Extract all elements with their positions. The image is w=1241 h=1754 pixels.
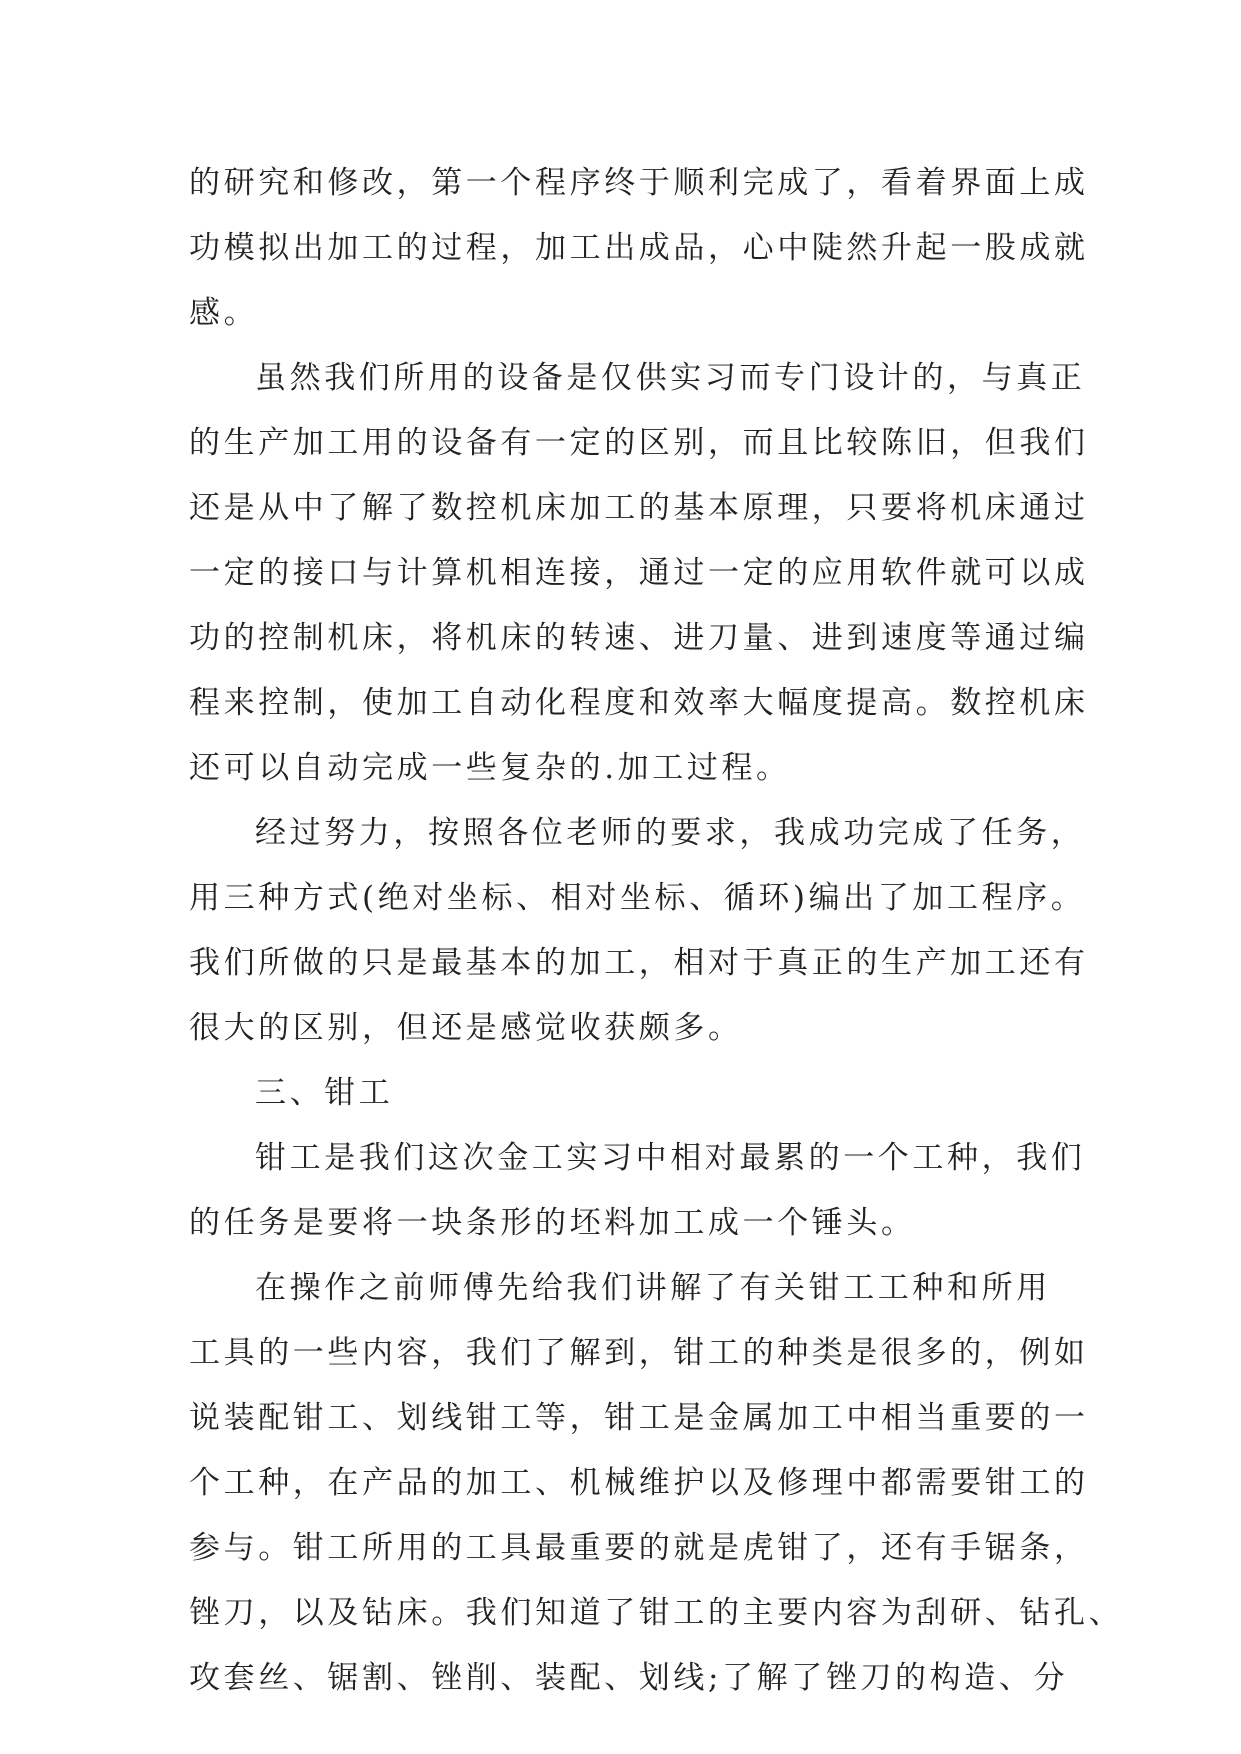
text-line: 用三种方式(绝对坐标、相对坐标、循环)编出了加工程序。 [189, 880, 1086, 916]
text-line: 的任务是要将一块条形的坯料加工成一个锤头。 [189, 1205, 916, 1241]
paragraph-start-line: 在操作之前师傅先给我们讲解了有关钳工工种和所用 [255, 1270, 1051, 1306]
text-line: 说装配钳工、划线钳工等，钳工是金属加工中相当重要的一 [189, 1400, 1089, 1436]
text-line: 程来控制，使加工自动化程度和效率大幅度提高。数控机床 [189, 685, 1089, 721]
paragraph-start-line: 虽然我们所用的设备是仅供实习而专门设计的，与真正 [255, 360, 1086, 396]
text-line: 很大的区别，但还是感觉收获颇多。 [189, 1010, 743, 1046]
text-line: 一定的接口与计算机相连接，通过一定的应用软件就可以成 [189, 555, 1089, 591]
text-line: 功的控制机床，将机床的转速、进刀量、进到速度等通过编 [189, 620, 1089, 656]
text-line: 的生产加工用的设备有一定的区别，而且比较陈旧，但我们 [189, 425, 1089, 461]
text-line: 功模拟出加工的过程，加工出成品，心中陡然升起一股成就 [189, 230, 1089, 266]
text-line: 还可以自动完成一些复杂的.加工过程。 [189, 750, 791, 786]
text-line: 攻套丝、锯割、锉削、装配、划线;了解了锉刀的构造、分 [189, 1660, 1069, 1696]
text-line: 的研究和修改，第一个程序终于顺利完成了，看着界面上成 [189, 165, 1089, 201]
document-body [189, 151, 1124, 1711]
section-heading: 三、钳工 [255, 1075, 394, 1111]
text-line: 参与。钳工所用的工具最重要的就是虎钳了，还有手锯条， [189, 1530, 1089, 1566]
paragraph-start-line: 经过努力，按照各位老师的要求，我成功完成了任务， [255, 815, 1086, 851]
text-line: 我们所做的只是最基本的加工，相对于真正的生产加工还有 [189, 945, 1089, 981]
paragraph-start-line: 钳工是我们这次金工实习中相对最累的一个工种，我们 [255, 1140, 1086, 1176]
text-line: 感。 [189, 295, 259, 331]
text-line: 锉刀，以及钻床。我们知道了钳工的主要内容为刮研、钻孔、 [189, 1595, 1124, 1631]
text-line: 工具的一些内容，我们了解到，钳工的种类是很多的，例如 [189, 1335, 1089, 1371]
text-line: 个工种，在产品的加工、机械维护以及修理中都需要钳工的 [189, 1465, 1089, 1501]
text-line: 还是从中了解了数控机床加工的基本原理，只要将机床通过 [189, 490, 1089, 526]
